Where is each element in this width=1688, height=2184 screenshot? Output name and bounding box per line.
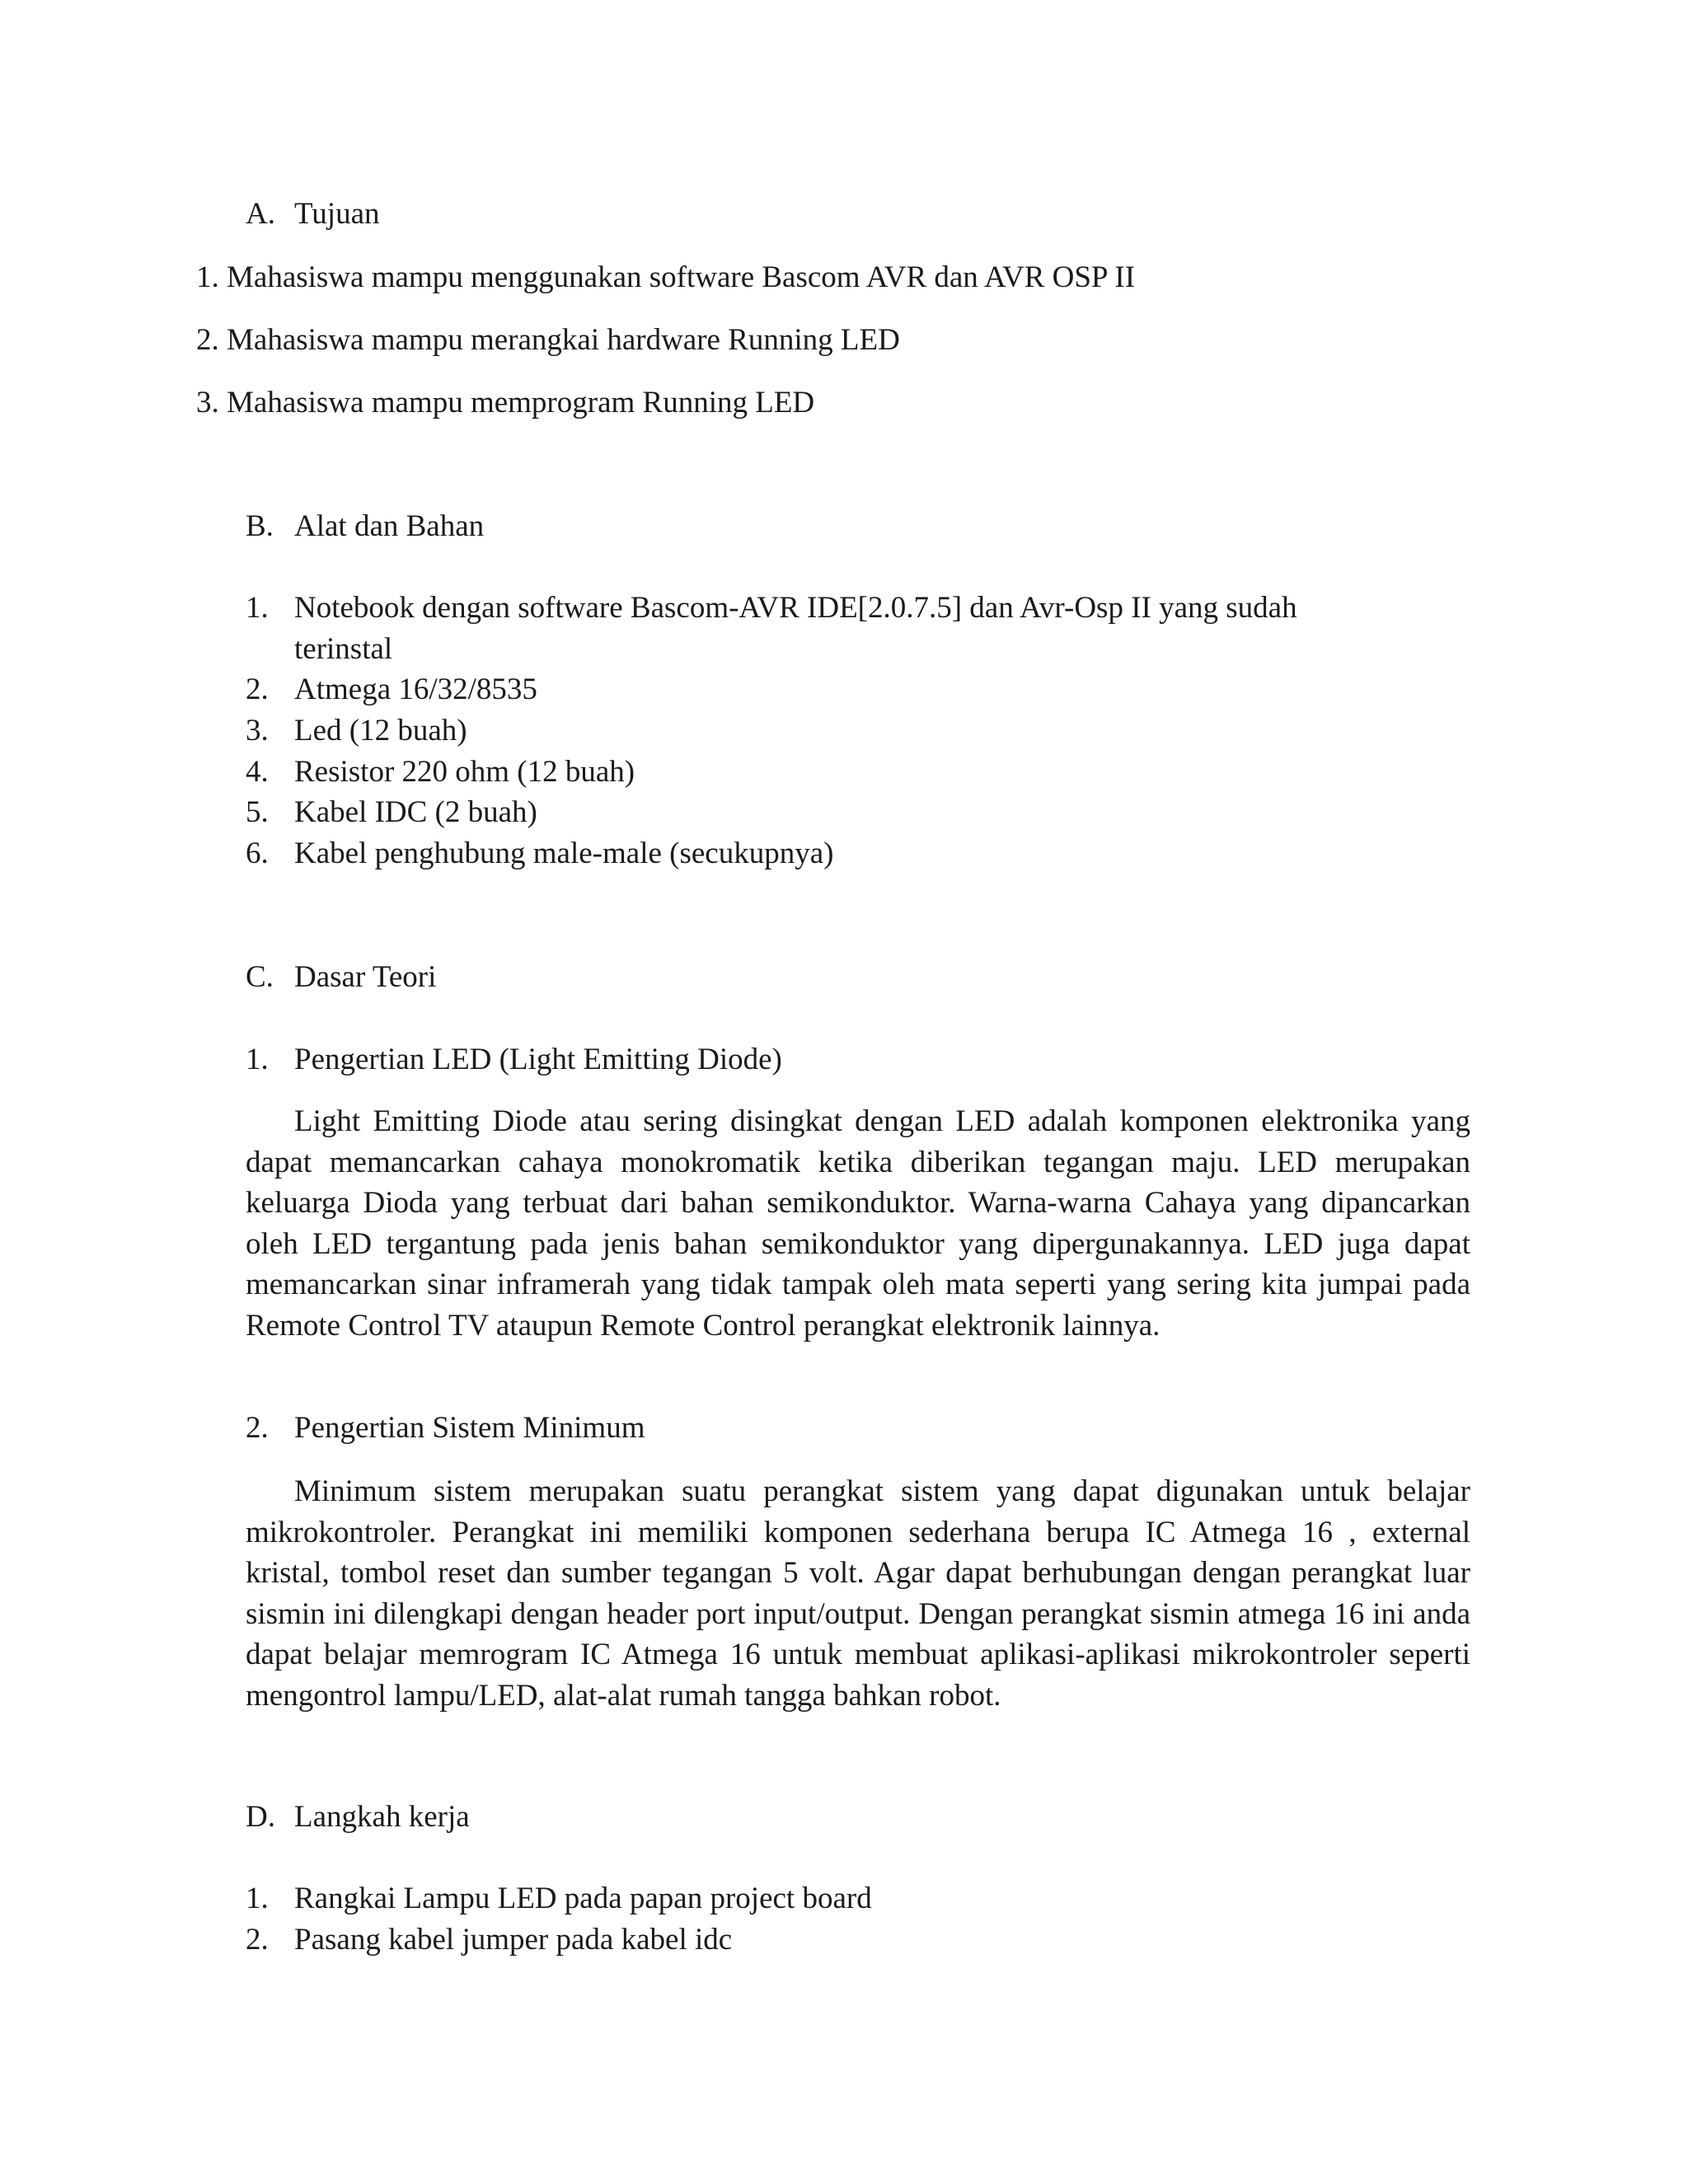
list-item-text: Kabel penghubung male-male (secukupnya) (294, 837, 834, 870)
subsection-number: 1. (246, 1043, 269, 1076)
list-item-text-continued: terinstal (294, 632, 393, 666)
list-item (196, 257, 1135, 298)
list-item-text: Notebook dengan software Bascom-AVR IDE[2.0.7.5] dan Avr-Osp II yang sudah (294, 591, 1297, 625)
list-item-number: 2. (246, 673, 269, 706)
subsection-number: 2. (246, 1411, 269, 1445)
list-item-text: Resistor 220 ohm (12 buah) (294, 755, 635, 789)
list-item-number: 3. (246, 714, 269, 748)
list-item-number: 6. (246, 837, 269, 870)
list-item-number: 5. (246, 795, 269, 829)
sismin-paragraph (246, 1471, 1470, 1716)
section-d-letter: D. (246, 1800, 275, 1834)
subsection-title: Pengertian Sistem Minimum (294, 1411, 645, 1445)
list-item-text: Atmega 16/32/8535 (294, 673, 537, 706)
section-b-title: Alat dan Bahan (294, 509, 485, 543)
list-item-text: Pasang kabel jumper pada kabel idc (294, 1923, 733, 1957)
section-c-title: Dasar Teori (294, 960, 437, 994)
list-item-number: 1. (246, 1882, 269, 1915)
section-b-letter: B. (246, 509, 274, 543)
list-item-number: 2. (196, 323, 219, 357)
list-item-number: 2. (246, 1923, 269, 1957)
list-item (196, 382, 814, 424)
list-item-number: 1. (196, 260, 219, 294)
list-item-text: Rangkai Lampu LED pada papan project board (294, 1882, 872, 1915)
list-item-number: 4. (246, 755, 269, 789)
list-item-text: Led (12 buah) (294, 714, 467, 748)
list-item-text: Mahasiswa mampu merangkai hardware Running LED (227, 323, 900, 357)
list-item-text: Mahasiswa mampu menggunakan software Bascom AVR dan AVR OSP II (227, 260, 1136, 294)
led-paragraph-text: Light Emitting Diode atau sering disingkat dengan LED adalah komponen elektronika yang dapat memancarkan cahaya monokromatik ketika diberikan tegangan maju. LED merupakan keluarga Dioda yang terbuat dari bahan semikonduktor. Warna-warna Cahaya yang dipancarkan oleh LED tergantung pada jenis bahan semikonduktor yang dipergunakannya. LED juga dapat memancarkan sinar inframerah yang tidak tampak oleh mata seperti yang sering kita jumpai pada Remote Control TV ataupun Remote Control perangkat elektronik lainnya. (246, 1104, 1470, 1343)
list-item-number: 1. (246, 591, 269, 625)
list-item-number: 3. (196, 386, 219, 419)
list-item-text: Kabel IDC (2 buah) (294, 795, 537, 829)
section-a-letter: A. (246, 197, 275, 231)
section-c-letter: C. (246, 960, 274, 994)
list-item (196, 320, 900, 361)
sismin-paragraph-text: Minimum sistem merupakan suatu perangkat sistem yang dapat digunakan untuk belajar mikrokontroler. Perangkat ini memiliki komponen sederhana berupa IC Atmega 16 , external kristal, tombol reset dan sumber tegangan 5 volt. Agar dapat berhubungan dengan perangkat luar sismin ini dilengkapi dengan header port input/output. Dengan perangkat sismin atmega 16 ini anda dapat belajar memrogram IC Atmega 16 untuk membuat aplikasi-aplikasi mikrokontroler seperti mengontrol lampu/LED, alat-alat rumah tangga bahkan robot. (246, 1474, 1470, 1713)
section-a-title: Tujuan (294, 197, 380, 231)
led-paragraph (246, 1101, 1470, 1346)
section-d-title: Langkah kerja (294, 1800, 470, 1834)
subsection-title: Pengertian LED (Light Emitting Diode) (294, 1043, 782, 1076)
list-item-text: Mahasiswa mampu memprogram Running LED (227, 386, 815, 419)
